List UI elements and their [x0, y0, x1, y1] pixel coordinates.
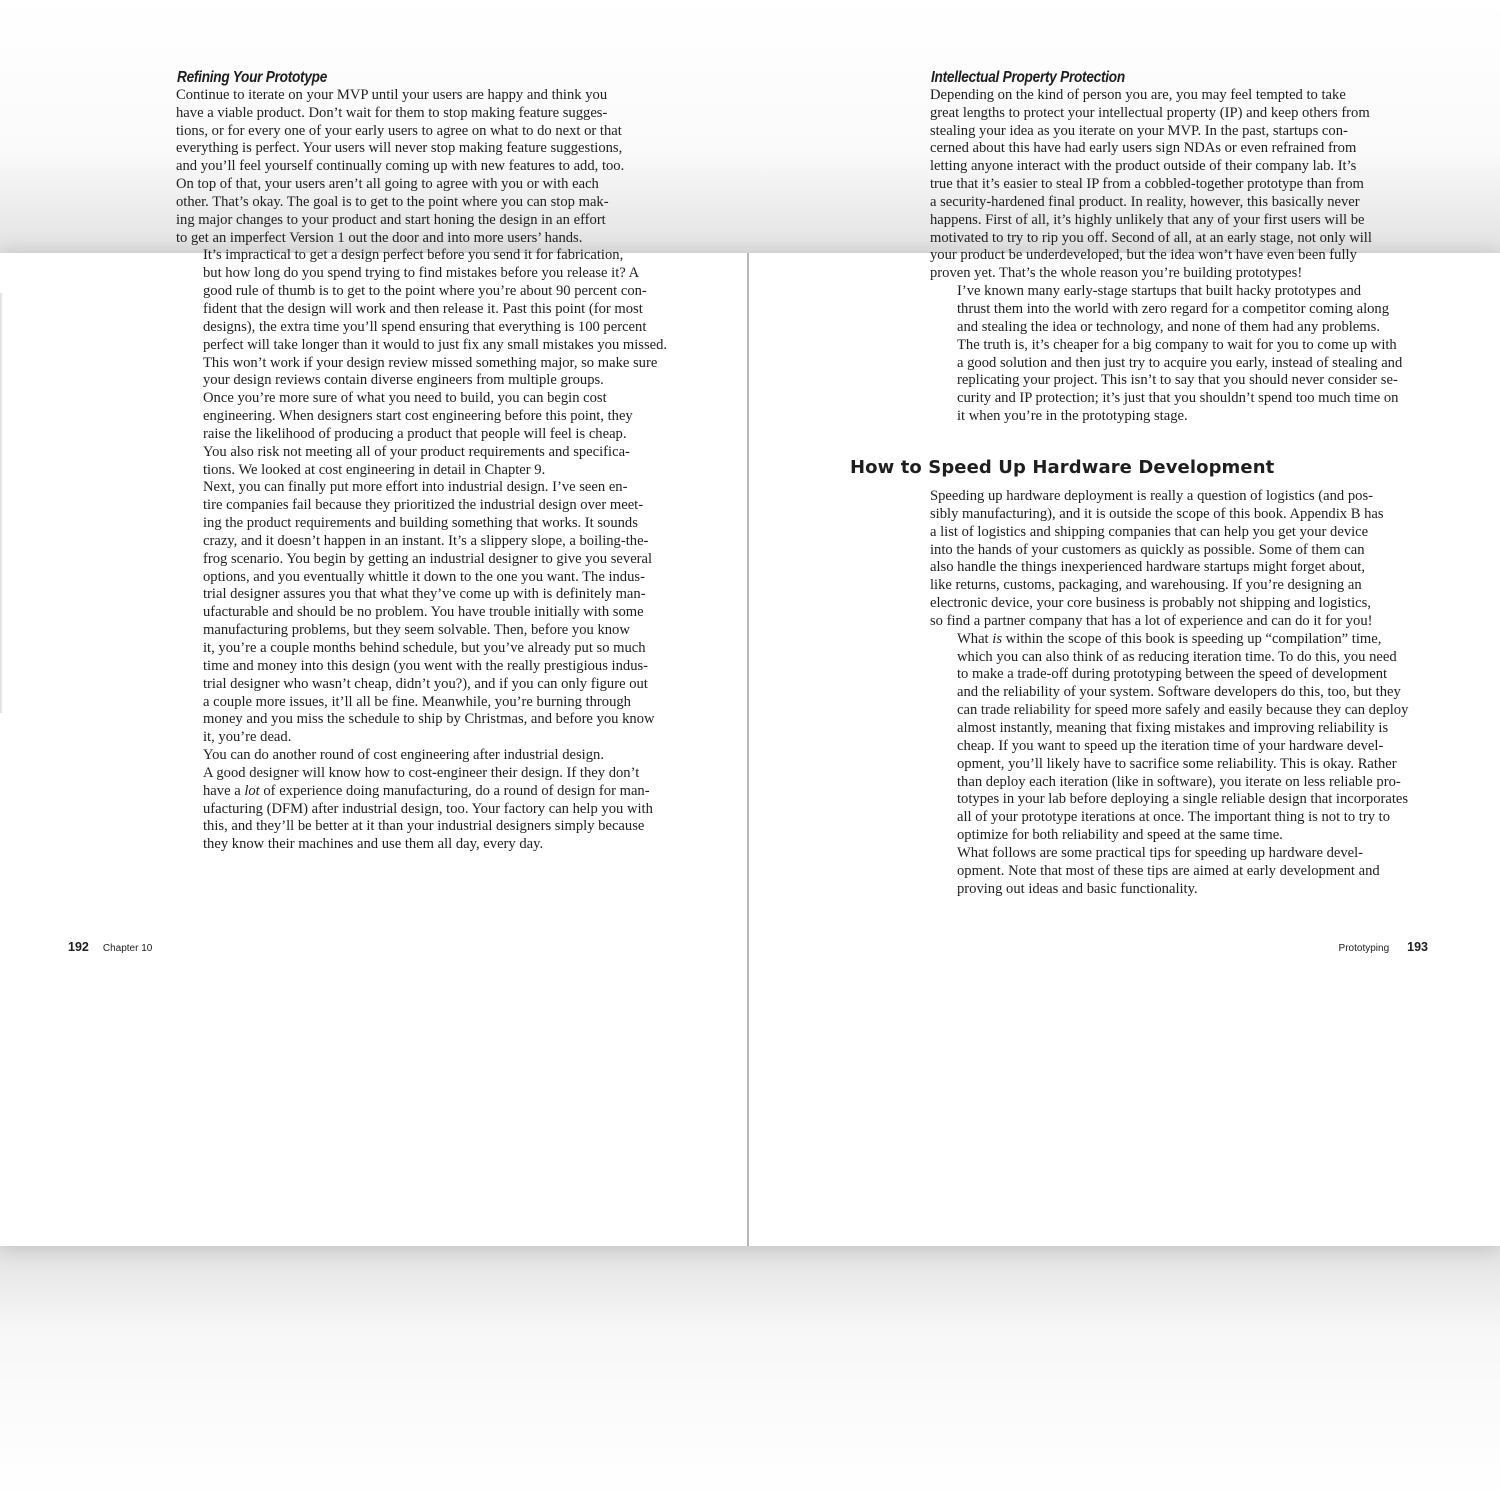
text-line: your product be underdeveloped, but the idea won’t have even been fully	[930, 247, 1357, 264]
text-line: almost instantly, meaning that fixing mistakes and improving reliability is	[957, 719, 1389, 736]
text-line: stealing your idea as you iterate on your MVP. In the past, startups con-	[930, 122, 1348, 139]
text-line: electronic device, your core business is probably not shipping and logistics,	[930, 595, 1371, 612]
right-page-column	[930, 69, 1425, 426]
text-line: engineering. When designers start cost engineering before this point, they	[203, 408, 633, 425]
text-line: ing the product requirements and building something that works. It sounds	[203, 515, 638, 532]
page-number-left: 192	[68, 940, 89, 954]
text-line: to get an imperfect Version 1 out the door and into more users’ hands.	[176, 229, 583, 246]
subheading-ip-protection: Intellectual Property Protection	[931, 69, 1125, 86]
text-line: tions, or for every one of your early users to agree on what to do next or that	[176, 122, 622, 139]
text-line: options, and you eventually whittle it down to the one you want. The indus-	[203, 568, 645, 585]
paragraph	[176, 390, 673, 479]
text-line: motivated to try to rip you off. Second of all, at an early stage, not only will	[930, 229, 1372, 246]
text-line: other. That’s okay. The goal is to get to the point where you can stop mak-	[176, 193, 609, 210]
text-line: it when you’re in the prototyping stage.	[957, 408, 1188, 425]
paragraph	[930, 631, 1425, 845]
paragraph	[176, 247, 673, 390]
text-line: it, you’re dead.	[203, 729, 292, 746]
text-line: Continue to iterate on your MVP until your users are happy and think you	[176, 86, 608, 103]
text-line: happens. First of all, it’s highly unlikely that any of your first users will be	[930, 211, 1365, 228]
text-line: letting anyone interact with the product outside of their company lab. It’s	[930, 158, 1357, 175]
text-line: a list of logistics and shipping companies that can help you get your device	[930, 523, 1369, 540]
text-line: trial designer who wasn’t cheap, didn’t you?), and if you can only figure out	[203, 675, 648, 692]
left-page-column	[176, 69, 673, 854]
text-line: fident that the design will work and then release it. Past this point (for most	[203, 300, 643, 317]
paragraph	[930, 87, 1425, 283]
text-line: raise the likelihood of producing a product that people will feel is cheap.	[203, 425, 627, 442]
subheading-refining-prototype: Refining Your Prototype	[177, 69, 328, 86]
text-line: than deploy each iteration (like in software), you iterate on less reliable pro-	[957, 773, 1401, 790]
text-line: tions. We looked at cost engineering in detail in Chapter 9.	[203, 461, 546, 478]
text-line: this, and they’ll be better at it than your industrial designers simply because	[203, 818, 645, 835]
paragraph	[176, 747, 673, 854]
text-line: What is within the scope of this book is speeding up “compilation” time,	[957, 630, 1382, 647]
text-line: and the reliability of your system. Software developers do this, too, but they	[957, 684, 1401, 701]
text-line: ing major changes to your product and start honing the design in an effort	[176, 211, 606, 228]
paragraph	[930, 845, 1425, 899]
text-line: a security-hardened final product. In reality, however, this basically never	[930, 193, 1360, 210]
text-line: cheap. If you want to speed up the iteration time of your hardware devel-	[957, 737, 1384, 754]
text-line: it, you’re a couple months behind schedule, but you’ve already put so much	[203, 640, 646, 656]
text-line: all of your prototype iterations at once. The important thing is not to try to	[957, 809, 1391, 826]
text-line: frog scenario. You begin by getting an industrial designer to give you several	[203, 550, 653, 567]
text-line: a couple more issues, it’ll all be fine. Meanwhile, you’re burning through	[203, 693, 631, 710]
text-line: opment, you’ll likely have to sacrifice some reliability. This is okay. Rather	[957, 755, 1397, 772]
ip-section-body	[930, 87, 1425, 426]
text-line: and stealing the idea or technology, and none of them had any problems.	[957, 318, 1380, 335]
text-line: replicating your project. This isn’t to say that you should never consider se-	[957, 372, 1398, 389]
page-number-right: 193	[1407, 940, 1428, 954]
paragraph	[930, 283, 1425, 426]
text-line: curity and IP protection; it’s just that you shouldn’t spend too much time on	[957, 390, 1399, 407]
text-line: into the hands of your customers as quickly as possible. Some of them can	[930, 541, 1365, 558]
section-heading-block	[850, 457, 1450, 478]
text-line: ufacturable and should be no problem. You have trouble initially with some	[203, 604, 644, 621]
text-line: good rule of thumb is to get to the point where you’re about 90 percent con-	[203, 283, 647, 300]
text-line: Depending on the kind of person you are, you may feel tempted to take	[930, 86, 1346, 103]
text-line: they know their machines and use them all day, every day.	[203, 836, 544, 853]
text-line: to make a trade-off during prototyping between the speed of development	[957, 666, 1388, 683]
text-line: ufacturing (DFM) after industrial design, too. Your factory can help you with	[203, 800, 653, 817]
text-line: thrust them into the world with zero regard for a competitor coming along	[957, 300, 1390, 317]
text-line: The truth is, it’s cheaper for a big company to wait for you to come up with	[957, 336, 1397, 353]
text-line: like returns, customs, packaging, and warehousing. If you’re designing an	[930, 577, 1362, 594]
text-line: Speeding up hardware deployment is really a question of logistics (and pos-	[930, 488, 1373, 504]
text-line: true that it’s easier to steal IP from a cobbled-together prototype than from	[930, 176, 1364, 193]
left-folio	[68, 938, 152, 956]
text-line: designs), the extra time you’ll spend ensuring that everything is 100 percent	[203, 318, 647, 335]
text-line: great lengths to protect your intellectual property (IP) and keep others from	[930, 104, 1370, 121]
text-line: crazy, and it doesn’t happen in an instant. It’s a slippery slope, a boiling-the-	[203, 532, 649, 549]
text-line: sibly manufacturing), and it is outside the scope of this book. Appendix B has	[930, 505, 1384, 522]
text-line: You also risk not meeting all of your product requirements and specifica-	[203, 443, 630, 460]
paragraph	[176, 479, 673, 747]
text-line: I’ve known many early-stage startups that built hacky prototypes and	[957, 283, 1362, 300]
running-head-right: Prototyping	[1338, 943, 1390, 954]
left-page-body	[176, 87, 673, 854]
text-line: This won’t work if your design review missed something major, so make sure	[203, 354, 658, 371]
text-line: proven yet. That’s the whole reason you’re building prototypes!	[930, 265, 1303, 282]
text-line: money and you miss the schedule to ship by Christmas, and before you know	[203, 711, 655, 728]
text-line: can trade reliability for speed more safely and easily because they can deploy	[957, 702, 1409, 719]
text-line: Once you’re more sure of what you need to build, you can begin cost	[203, 390, 607, 407]
paragraph	[930, 488, 1425, 631]
text-line: time and money into this design (you went with the really prestigious indus-	[203, 657, 649, 674]
text-line: and you’ll feel yourself continually coming up with new features to add, too.	[176, 158, 625, 175]
text-line: everything is perfect. Your users will never stop making feature suggestions,	[176, 140, 623, 157]
running-head-left: Chapter 10	[102, 943, 153, 954]
right-folio	[1339, 938, 1428, 956]
section-heading: How to Speed Up Hardware Development	[850, 457, 1275, 478]
speed-section-column	[930, 488, 1425, 898]
text-line: A good designer will know how to cost-engineer their design. If they don’t	[203, 764, 640, 781]
text-line: manufacturing problems, but they seem solvable. Then, before you know	[203, 622, 630, 639]
text-line: a good solution and then just try to acquire you early, instead of stealing and	[957, 354, 1403, 371]
text-line: It’s impractical to get a design perfect before you send it for fabrication,	[203, 247, 624, 264]
text-line: your design reviews contain diverse engineers from multiple groups.	[203, 372, 604, 389]
text-line: Next, you can finally put more effort into industrial design. I’ve seen en-	[203, 479, 628, 496]
text-line: proving out ideas and basic functionality.	[957, 880, 1198, 897]
text-line: On top of that, your users aren’t all going to agree with you or with each	[176, 176, 599, 193]
text-line: optimize for both reliability and speed at the same time.	[957, 827, 1283, 844]
text-line: opment. Note that most of these tips are aimed at early development and	[957, 862, 1380, 879]
text-line: totypes in your lab before deploying a single reliable design that incorporates	[957, 791, 1409, 808]
book-gutter	[747, 253, 749, 1246]
text-line: but how long do you spend trying to find mistakes before you release it? A	[203, 265, 640, 282]
text-line: also handle the things inexperienced hardware startups might forget about,	[930, 559, 1365, 576]
page-edge	[0, 293, 3, 713]
text-line: tire companies fail because they prioritized the industrial design over meet-	[203, 497, 644, 514]
text-line: cerned about this have had early users sign NDAs or even refrained from	[930, 140, 1357, 157]
paragraph	[176, 87, 673, 248]
text-line: have a viable product. Don’t wait for them to stop making feature sugges-	[176, 104, 608, 121]
text-line: trial designer assures you that what they’ve come up with is definitely man-	[203, 586, 646, 603]
text-line: What follows are some practical tips for speeding up hardware devel-	[957, 844, 1364, 861]
text-line: perfect will take longer than it would to just fix any small mistakes you missed.	[203, 336, 668, 353]
text-line: which you can also think of as reducing iteration time. To do this, you need	[957, 648, 1397, 665]
speed-section-body	[930, 488, 1425, 898]
text-line: so find a partner company that has a lot of experience and can do it for you!	[930, 612, 1373, 629]
text-line: You can do another round of cost engineering after industrial design.	[203, 747, 604, 764]
text-line: have a lot of experience doing manufacturing, do a round of design for man-	[203, 782, 650, 799]
